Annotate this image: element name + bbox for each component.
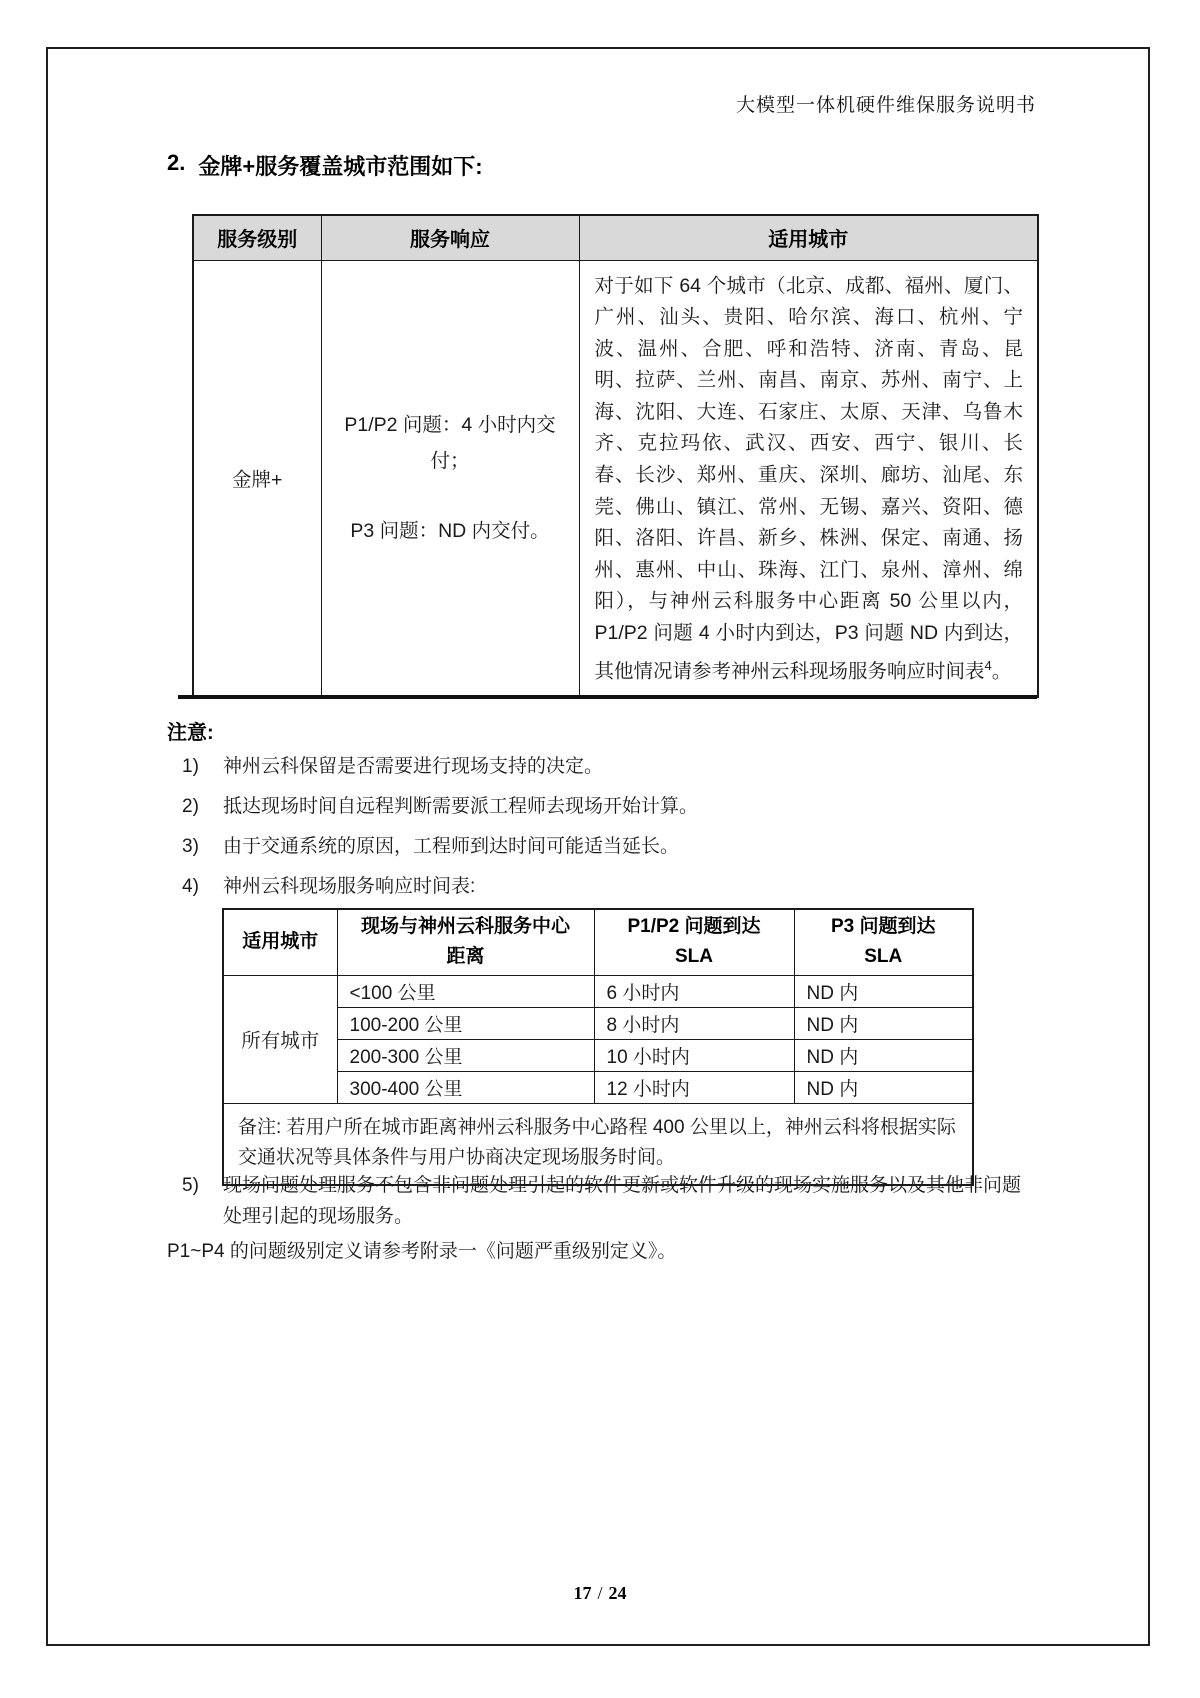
sla-p3-header: P3 问题到达 SLA <box>794 909 973 975</box>
note-number: 4) <box>182 876 199 897</box>
sla-city-header: 适用城市 <box>223 909 337 975</box>
p3-sla-cell: ND 内 <box>794 1007 973 1039</box>
note-text: 由于交通系统的原因，工程师到达时间可能适当延长。 <box>223 836 680 857</box>
service-table-header-row <box>193 215 1038 260</box>
cities-text: 对于如下 64 个城市（北京、成都、福州、厦门、广州、汕头、贵阳、哈尔滨、海口、杭州、宁波、温州、合肥、呼和浩特、济南、青岛、昆明、拉萨、兰州、南昌、南京、苏州、南宁、上海、沈阳、大连、石家庄、太原、天津、乌鲁木齐、克拉玛依、武汉、西安、西宁、银川、长春、长沙、郑州、重庆、深圳、廊坊、汕尾、东莞、佛山、镇江、常州、无锡、嘉兴、资阳、德阳、洛阳、许昌、新乡、株洲、保定、南通、扬州、惠州、中山、珠海、江门、泉州、漳州、绵阳），与神州云科服务中心距离 50 公里以内，P1/P2 问题 4 小时内到达，P3 问题 ND 内到达，其他情况请参考神州云科现场服务响应时间表 <box>594 274 1023 683</box>
sla-distance-header: 现场与神州云科服务中心距离 <box>337 909 594 975</box>
p1p4-definition-text: P1~P4 的问题级别定义请参考附录一《问题严重级别定义》。 <box>167 1241 677 1262</box>
note-text: 神州云科现场服务响应时间表: <box>223 876 476 897</box>
note-text: 神州云科保留是否需要进行现场支持的决定。 <box>223 756 604 777</box>
applicable-cities-cell <box>579 260 1038 697</box>
sla-table-row <box>223 975 973 1007</box>
distance-cell: 300-400 公里 <box>337 1071 594 1103</box>
page-number-separator: / <box>597 1583 603 1603</box>
page-footer <box>0 1583 1200 1604</box>
notes-list <box>182 755 1042 915</box>
note-item-4 <box>182 875 1042 899</box>
p3-sla-cell: ND 内 <box>794 1071 973 1103</box>
service-level-cell: 金牌+ <box>193 260 321 697</box>
note-number: 3) <box>182 836 199 857</box>
section-number: 2. <box>167 150 186 175</box>
p1p2-sla-cell: 8 小时内 <box>594 1007 794 1039</box>
page-number-current: 17 <box>573 1583 592 1603</box>
cities-text-suffix: 。 <box>991 660 1012 683</box>
p1p2-sla-cell: 10 小时内 <box>594 1039 794 1071</box>
page-number-total: 24 <box>608 1583 627 1603</box>
note-number: 5) <box>182 1175 199 1196</box>
sla-p1p2-header: P1/P2 问题到达 SLA <box>594 909 794 975</box>
response-p1p2-text: P1/P2 问题：4 小时内交付； <box>344 414 556 473</box>
note-item-2 <box>182 795 1042 819</box>
applicable-cities-header: 适用城市 <box>579 215 1038 260</box>
response-p3-text: P3 问题：ND 内交付。 <box>350 520 550 543</box>
notes-label: 注意: <box>167 722 214 744</box>
p3-sla-cell: ND 内 <box>794 975 973 1007</box>
section-title <box>167 150 483 181</box>
service-level-header: 服务级别 <box>193 215 321 260</box>
footnote-reference-4: 4 <box>984 657 992 673</box>
document-header-title: 大模型一体机硬件维保服务说明书 <box>735 95 1036 116</box>
distance-cell: 100-200 公里 <box>337 1007 594 1039</box>
remark-cell: 备注: 若用户所在城市距离神州云科服务中心路程 400 公里以上，神州云科将根据实际交通状况等具体条件与用户协商决定现场服务时间。 <box>223 1103 973 1185</box>
note-item-5 <box>182 1170 1038 1232</box>
sla-table-header-row <box>223 909 973 975</box>
service-coverage-table <box>192 214 1039 698</box>
section-title-text: 金牌+服务覆盖城市范围如下: <box>198 154 483 179</box>
p1p2-sla-cell: 12 小时内 <box>594 1071 794 1103</box>
section-divider-line <box>178 695 1037 699</box>
service-response-header: 服务响应 <box>321 215 579 260</box>
service-table-row <box>193 260 1038 697</box>
distance-cell: <100 公里 <box>337 975 594 1007</box>
note-number: 2) <box>182 796 199 817</box>
p3-sla-cell: ND 内 <box>794 1039 973 1071</box>
note-item-1 <box>182 755 1042 779</box>
note-number: 1) <box>182 756 199 777</box>
service-response-cell <box>321 260 579 697</box>
sla-response-time-table <box>222 908 974 1186</box>
distance-cell: 200-300 公里 <box>337 1039 594 1071</box>
note-item-3 <box>182 835 1042 859</box>
city-scope-cell: 所有城市 <box>223 975 337 1103</box>
note-text: 抵达现场时间自远程判断需要派工程师去现场开始计算。 <box>223 796 699 817</box>
p1p2-sla-cell: 6 小时内 <box>594 975 794 1007</box>
note-text: 现场问题处理服务不包含非问题处理引起的软件更新或软件升级的现场实施服务以及其他非问题处理引起的现场服务。 <box>223 1175 1022 1227</box>
